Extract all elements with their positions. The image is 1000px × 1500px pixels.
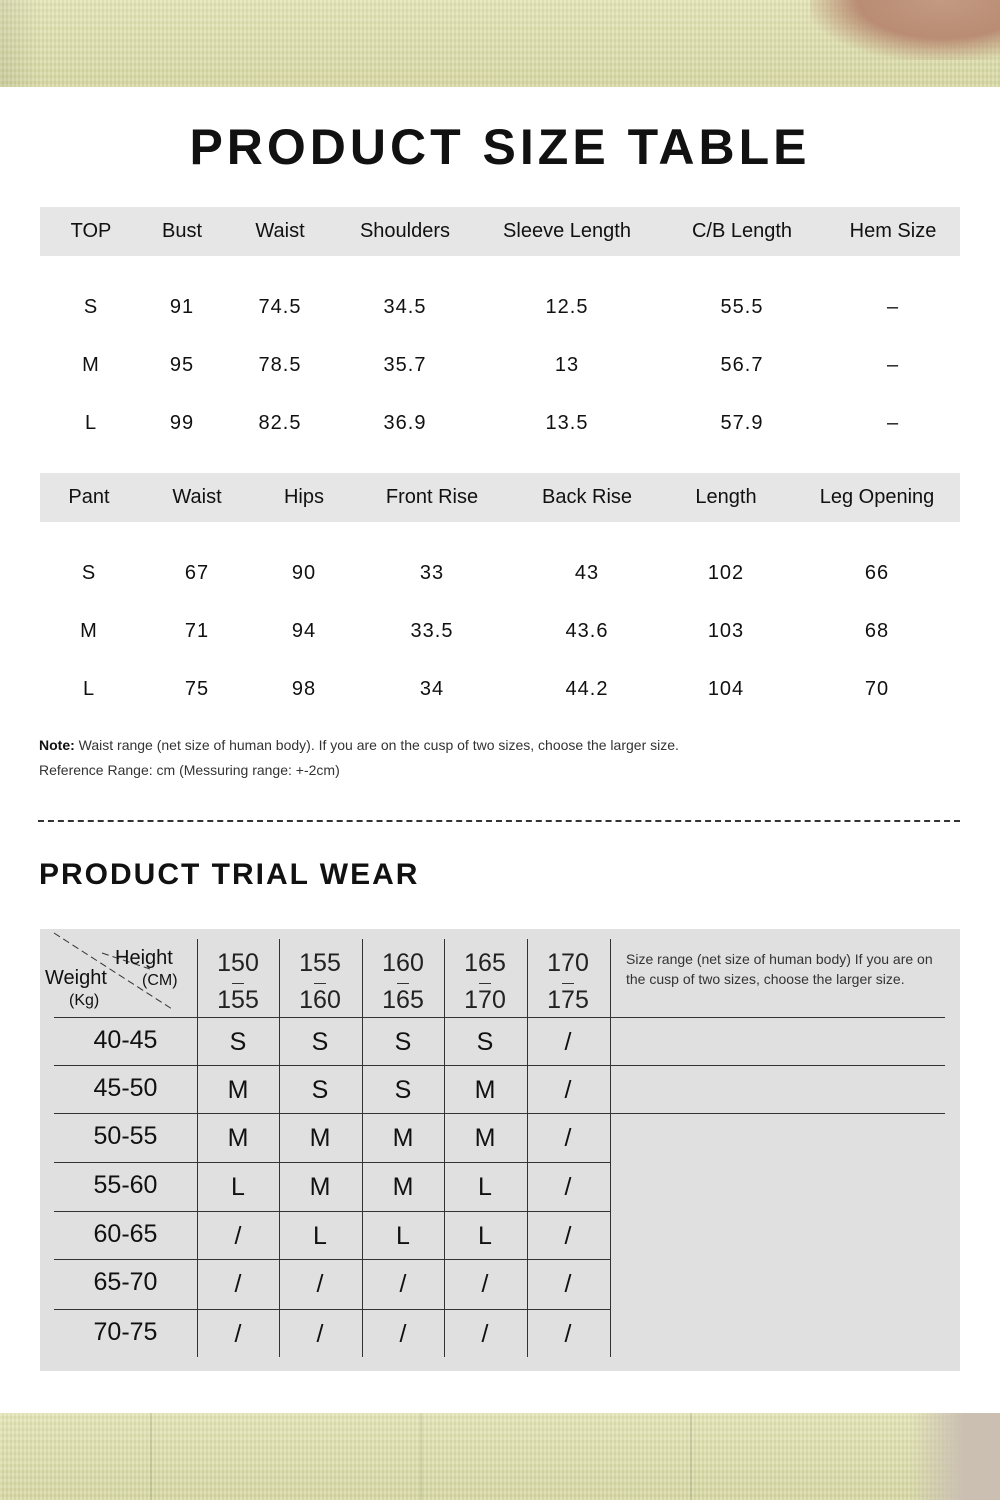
size-cell: S: [229, 1028, 247, 1056]
table-row: [40, 544, 960, 602]
table-cell: 102: [707, 562, 745, 584]
dashed-divider: [38, 820, 960, 822]
page-title: PRODUCT SIZE TABLE: [189, 119, 811, 175]
size-cell: /: [564, 1320, 572, 1348]
table-cell: 13.5: [545, 412, 589, 434]
weight-label: Weight: [45, 967, 107, 989]
range-dash: [314, 983, 326, 984]
column-divider: [610, 939, 611, 1357]
pant-table-header: [40, 473, 960, 522]
range-dash: [562, 983, 574, 984]
size-cell: S: [311, 1028, 329, 1056]
table-cell: 82.5: [258, 412, 302, 434]
size-cell: M: [227, 1076, 249, 1104]
weight-range-cell: 55-60: [93, 1171, 158, 1199]
size-cell: M: [309, 1124, 331, 1152]
weight-range-cell: 60-65: [93, 1220, 158, 1248]
table-cell: 78.5: [258, 354, 302, 376]
size-cell: M: [392, 1124, 414, 1152]
top-size-table: [40, 207, 960, 452]
table-cell: 33: [419, 562, 445, 584]
table-cell: S: [81, 562, 97, 584]
table-row: [40, 660, 960, 718]
height-range-to: 165: [382, 986, 424, 1014]
weight-range-cell: 50-55: [93, 1122, 158, 1150]
size-cell: /: [316, 1320, 324, 1348]
range-dash: [232, 983, 244, 984]
size-cell: L: [478, 1222, 492, 1250]
size-cell: /: [564, 1028, 572, 1056]
size-cell: S: [394, 1028, 412, 1056]
fabric-crease: [690, 1413, 692, 1500]
table-cell: 43.6: [565, 620, 609, 642]
size-cell: /: [399, 1320, 407, 1348]
fabric-photo-top: [0, 0, 1000, 87]
skin-area: [910, 1413, 1000, 1500]
table-cell: 71: [184, 620, 210, 642]
weight-range-cell: 45-50: [93, 1074, 158, 1102]
table-cell: 34: [419, 678, 445, 700]
table-cell: 91: [169, 296, 195, 318]
size-cell: S: [394, 1076, 412, 1104]
skin-area: [810, 0, 1000, 60]
size-cell: L: [313, 1222, 327, 1250]
table-cell: 56.7: [720, 354, 764, 376]
column-header: Pant: [68, 486, 110, 508]
fabric-crease: [420, 1413, 422, 1500]
trial-wear-title: PRODUCT TRIAL WEAR: [39, 858, 420, 891]
size-cell: S: [311, 1076, 329, 1104]
size-cell: L: [396, 1222, 410, 1250]
size-cell: M: [309, 1173, 331, 1201]
column-header: Back Rise: [541, 486, 633, 508]
table-cell: 44.2: [565, 678, 609, 700]
height-range-to: 155: [217, 986, 259, 1014]
height-range-header: [197, 945, 279, 1019]
weight-range-cell: 40-45: [93, 1026, 158, 1054]
size-cell: M: [392, 1173, 414, 1201]
column-header: C/B Length: [691, 220, 793, 242]
size-note: [39, 733, 679, 783]
table-cell: 95: [169, 354, 195, 376]
height-range-to: 160: [299, 986, 341, 1014]
column-header: Shoulders: [359, 220, 451, 242]
table-cell: 36.9: [383, 412, 427, 434]
size-cell: /: [564, 1173, 572, 1201]
size-cell: /: [564, 1222, 572, 1250]
weight-unit: (Kg): [69, 992, 100, 1009]
height-range-to: 170: [464, 986, 506, 1014]
size-cell: /: [564, 1270, 572, 1298]
table-cell: L: [84, 412, 98, 434]
range-dash: [397, 983, 409, 984]
column-header: Length: [695, 486, 757, 508]
table-cell: –: [886, 412, 900, 434]
height-range-from: 165: [464, 949, 506, 977]
height-range-from: 160: [382, 949, 424, 977]
size-cell: /: [481, 1320, 489, 1348]
height-unit: (CM): [142, 972, 178, 989]
column-header: Sleeve Length: [503, 220, 631, 242]
size-cell: /: [234, 1320, 242, 1348]
column-header: Waist: [255, 220, 305, 242]
table-cell: S: [83, 296, 99, 318]
trial-corner-header: [40, 929, 197, 1017]
size-cell: L: [478, 1173, 492, 1201]
table-cell: 35.7: [383, 354, 427, 376]
column-header: Front Rise: [385, 486, 479, 508]
height-range-from: 155: [299, 949, 341, 977]
size-cell: /: [564, 1124, 572, 1152]
table-row: [40, 394, 960, 452]
table-cell: 33.5: [410, 620, 454, 642]
table-cell: 104: [707, 678, 745, 700]
table-cell: 55.5: [720, 296, 764, 318]
size-cell: /: [234, 1222, 242, 1250]
size-cell: /: [564, 1076, 572, 1104]
size-cell: L: [231, 1173, 245, 1201]
table-cell: 43: [574, 562, 600, 584]
size-cell: M: [227, 1124, 249, 1152]
height-range-header: [279, 945, 361, 1019]
height-range-to: 175: [547, 986, 589, 1014]
pant-size-table: [40, 473, 960, 718]
height-range-header: [362, 945, 444, 1019]
table-cell: –: [886, 296, 900, 318]
row-divider: [54, 1065, 945, 1066]
size-cell: M: [474, 1124, 496, 1152]
table-cell: 99: [169, 412, 195, 434]
top-table-header: [40, 207, 960, 256]
table-row: [40, 602, 960, 660]
column-header: Hem Size: [849, 220, 937, 242]
table-cell: 70: [864, 678, 890, 700]
table-cell: M: [80, 620, 98, 642]
table-cell: –: [886, 354, 900, 376]
height-label: Height: [115, 947, 173, 969]
note-line-2: Reference Range: cm (Messuring range: +-2cm): [39, 762, 340, 778]
table-row: [40, 336, 960, 394]
note-label: Note:: [39, 737, 75, 753]
table-cell: 94: [291, 620, 317, 642]
table-cell: 74.5: [258, 296, 302, 318]
table-spacer: [40, 256, 960, 278]
size-cell: /: [316, 1270, 324, 1298]
note-line-1: [39, 733, 679, 758]
table-cell: 75: [184, 678, 210, 700]
note-text: Waist range (net size of human body). If you are on the cusp of two sizes, choose the larger size.: [74, 737, 679, 753]
height-range-from: 170: [547, 949, 589, 977]
table-cell: 90: [291, 562, 317, 584]
column-header: Bust: [161, 220, 203, 242]
size-cell: M: [474, 1076, 496, 1104]
table-cell: 67: [184, 562, 210, 584]
trial-size-note: Size range (net size of human body) If you are on the cusp of two sizes, choose the larger size.: [626, 951, 933, 987]
table-cell: 98: [291, 678, 317, 700]
weight-range-cell: 65-70: [93, 1268, 158, 1296]
row-divider: [54, 1113, 945, 1114]
size-cell: /: [399, 1270, 407, 1298]
table-cell: 66: [864, 562, 890, 584]
column-header: TOP: [70, 220, 112, 242]
range-dash: [479, 983, 491, 984]
fabric-photo-bottom: [0, 1413, 1000, 1500]
table-cell: 12.5: [545, 296, 589, 318]
table-spacer: [40, 522, 960, 544]
fabric-fold: [0, 0, 40, 87]
table-cell: M: [82, 354, 100, 376]
table-cell: 103: [707, 620, 745, 642]
table-row: [40, 278, 960, 336]
size-cell: S: [476, 1028, 494, 1056]
column-header: Waist: [172, 486, 222, 508]
table-cell: 57.9: [720, 412, 764, 434]
table-cell: L: [82, 678, 96, 700]
table-cell: 13: [554, 354, 580, 376]
size-cell: /: [234, 1270, 242, 1298]
height-range-header: [527, 945, 609, 1019]
trial-wear-table: [40, 929, 960, 1371]
fabric-crease: [150, 1413, 152, 1500]
height-range-header: [444, 945, 526, 1019]
height-range-from: 150: [217, 949, 259, 977]
weight-range-cell: 70-75: [93, 1318, 158, 1346]
size-cell: /: [481, 1270, 489, 1298]
column-header: Leg Opening: [819, 486, 935, 508]
table-cell: 68: [864, 620, 890, 642]
table-cell: 34.5: [383, 296, 427, 318]
column-header: Hips: [283, 486, 325, 508]
row-divider: [54, 1017, 945, 1018]
